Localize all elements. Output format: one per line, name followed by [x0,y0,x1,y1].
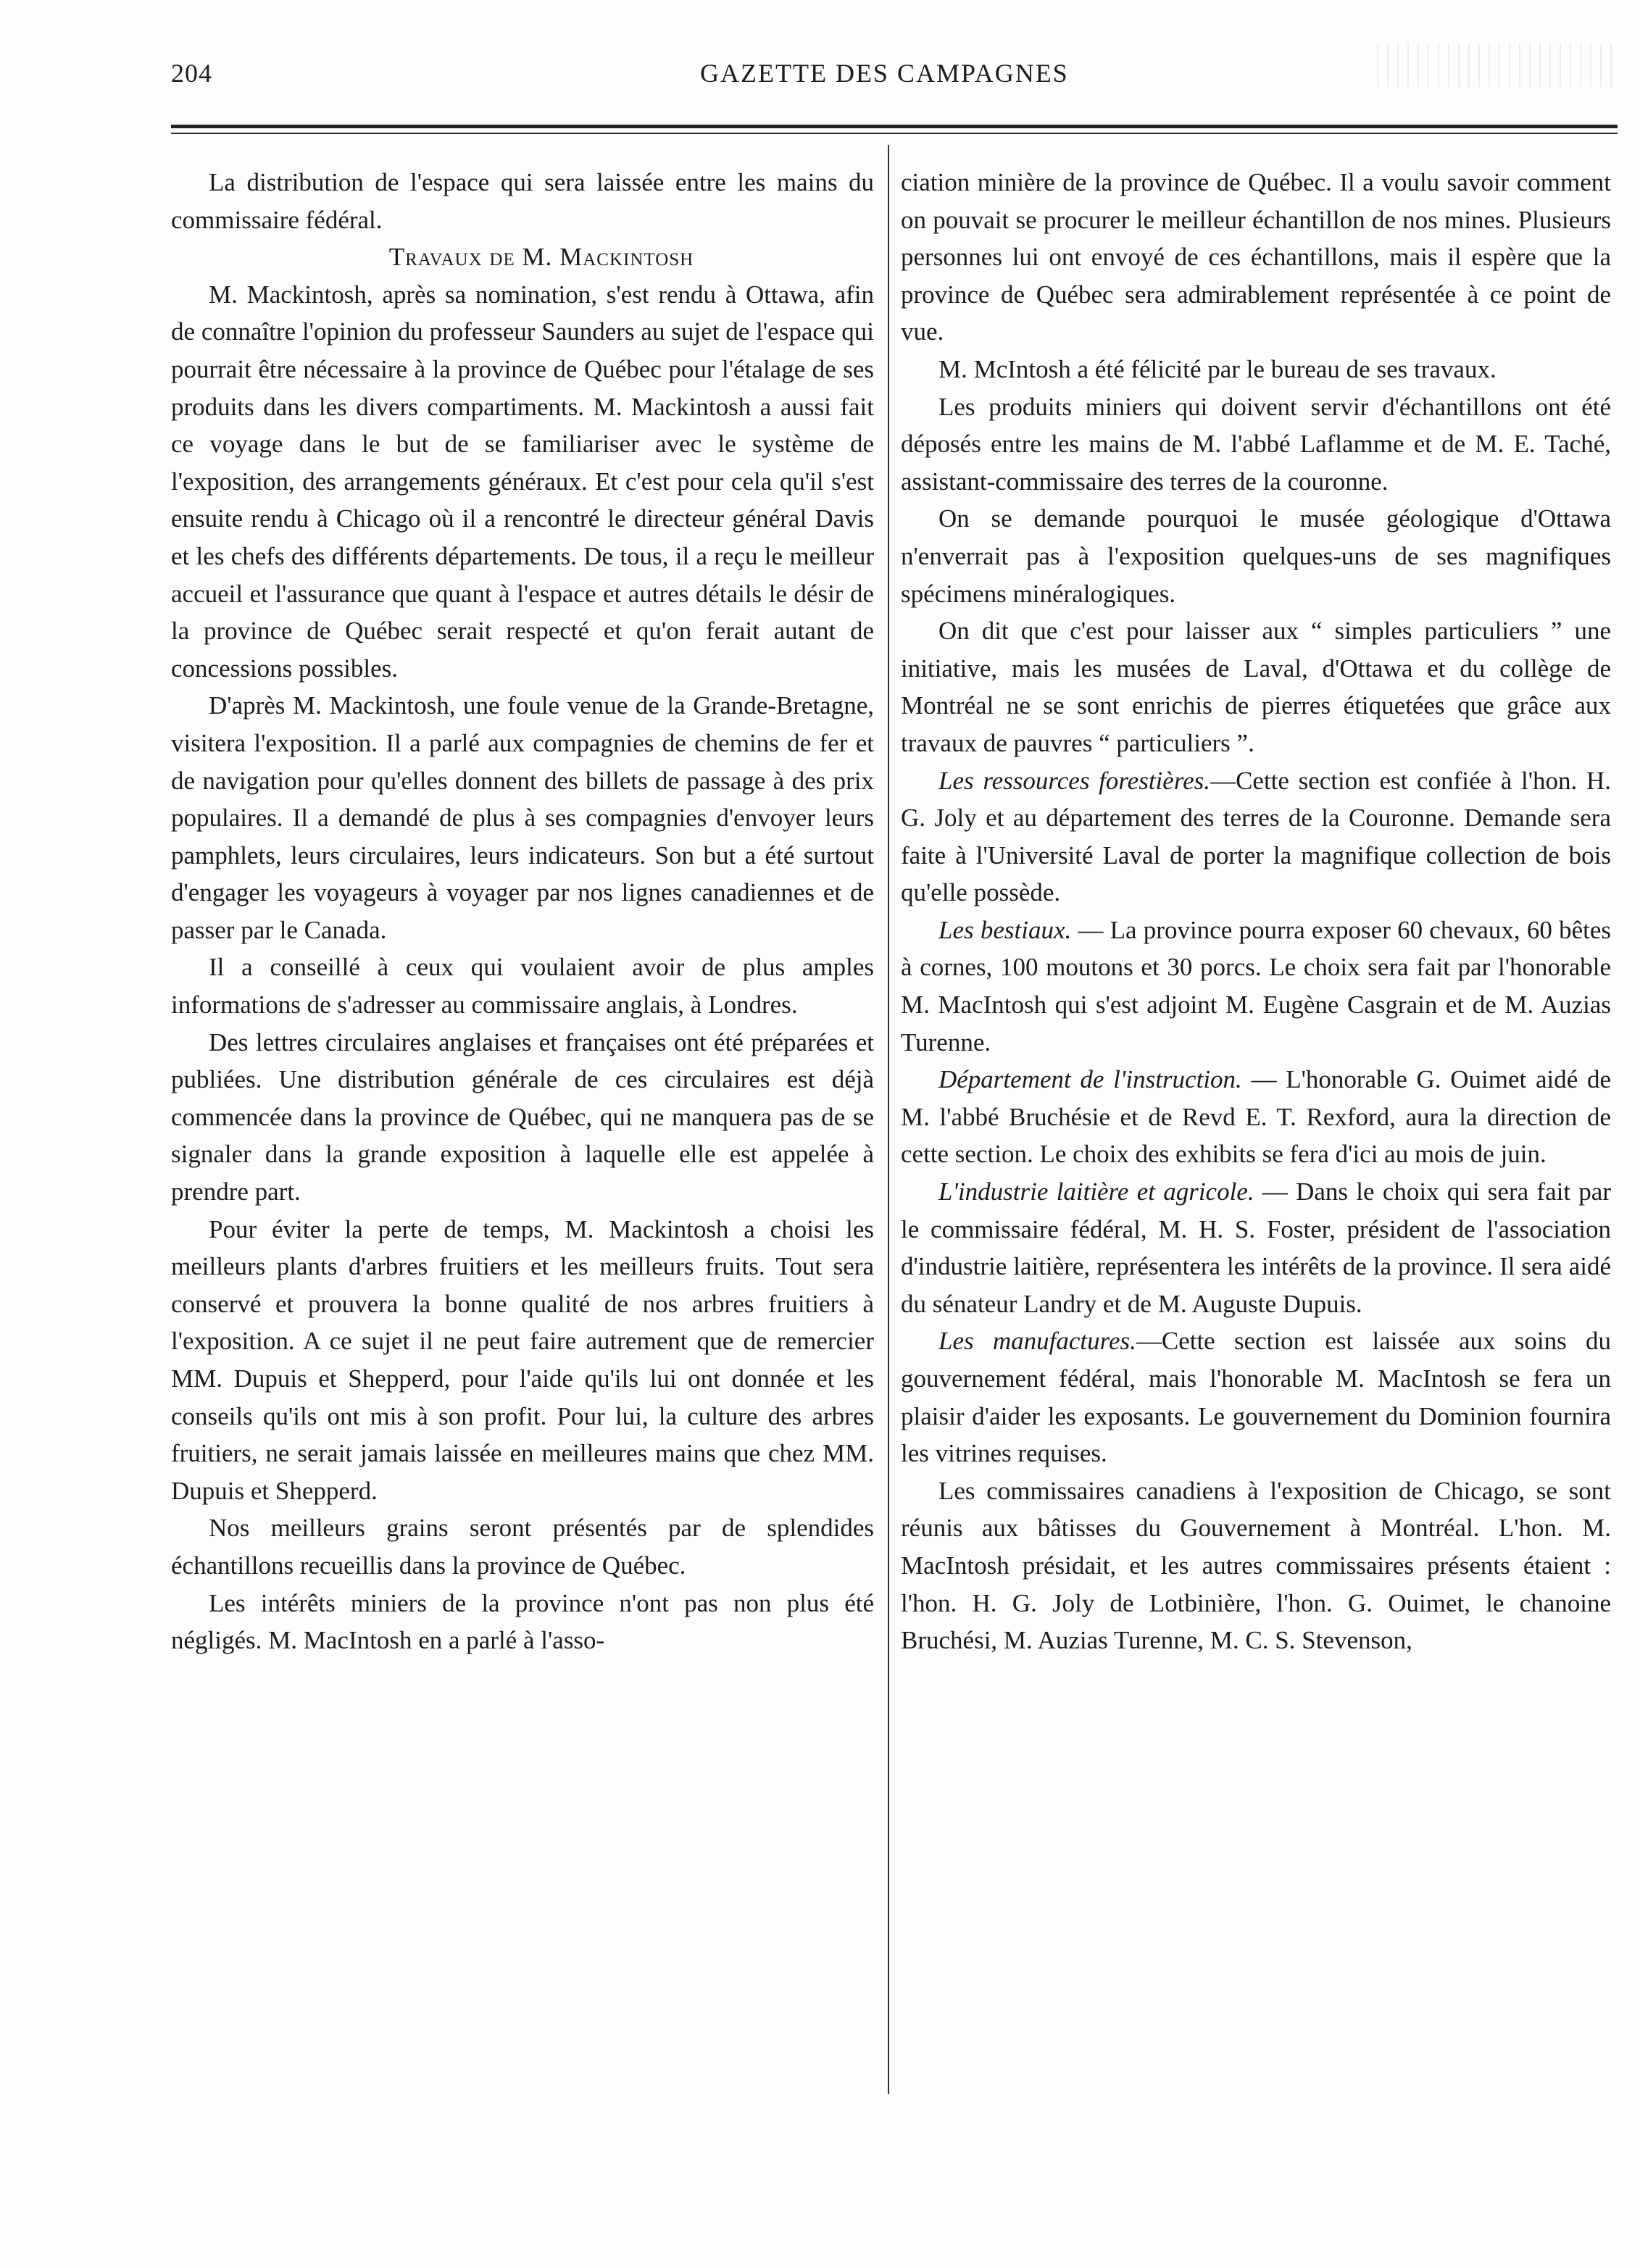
paragraph-text: — L'honorable G. Ouimet aidé de M. l'abbé Bruchésie et de Revd E. T. Rexford, aura la direction de cette section. Le choix des exhibits se fera d'ici au mois de juin. [901,1065,1611,1169]
paragraph: Les produits miniers qui doivent servir d'échantillons ont été déposés entre les mains de M. l'abbé Laflamme et de M. E. Taché, assistant-commissaire des terres de la couronne. [901,392,1611,496]
paragraph: Il a conseillé à ceux qui voulaient avoir de plus amples informations de s'adresser au commissaire anglais, à Londres. [171,953,874,1020]
paragraph-text: — La province pourra exposer 60 chevaux, 60 bêtes à cornes, 100 moutons et 30 porcs. Le choix sera fait par l'honorable M. MacIntosh qui s'est adjoint M. Eugène Casgrain et de M. Auzias Turenne. [901,915,1611,1056]
paragraph [901,762,1611,912]
header-rule-thick [171,125,1618,128]
subsection-label: Les bestiaux. [938,915,1072,944]
subsection-label: Les manufactures. [938,1327,1136,1356]
header-rule-thin [171,133,1618,134]
paragraph: ciation minière de la province de Québec. Il a voulu savoir comment on pouvait se procurer le meilleur échantillon de nos mines. Plusieurs personnes lui ont envoyé de ces échantillons, mais il espère que la province de Québec sera admirablement représentée à ce point de vue. [901,168,1611,346]
paragraph: Pour éviter la perte de temps, M. Mackintosh a choisi les meilleurs plants d'arbres fruitiers et les meilleurs fruits. Tout sera conservé et prouvera la bonne qualité de nos arbres fruitiers à l'exposition. A ce sujet il ne peut faire autrement que de remercier MM. Dupuis et Shepperd, pour l'aide qu'ils lui ont donnée et les conseils qu'ils ont mis à son profit. Pour lui, la culture des arbres fruitiers, ne serait jamais laissée en meilleures mains que chez MM. Dupuis et Shepperd. [171,1214,874,1505]
paragraph [901,1173,1611,1322]
paragraph-text: —Cette section est confiée à l'hon. H. G. Joly et au département des terres de la Couronne. Demande sera faite à l'Université Laval de porter la magnifique collection de bois qu'elle possède. [901,766,1611,907]
left-column [171,164,874,1659]
running-title: GAZETTE DES CAMPAGNES [700,59,1069,88]
paragraph-text: — Dans le choix qui sera fait par le commissaire fédéral, M. H. S. Foster, président de l'association d'industrie laitière, représentera les intérêts de la province. Il sera aidé du sénateur Landry et de M. Auguste Dupuis. [901,1177,1611,1318]
paragraph: Des lettres circulaires anglaises et françaises ont été préparées et publiées. Une distribution générale de ces circulaires est déjà commencée dans la province de Québec, qui ne manquera pas de se signaler dans la grande exposition à laquelle elle est appelée à prendre part. [171,1027,874,1206]
paragraph [901,1061,1611,1173]
paragraph: La distribution de l'espace qui sera laissée entre les mains du commissaire fédéral. [171,168,874,234]
section-title: Travaux de M. Mackintosh [388,243,694,272]
right-column [901,164,1611,1659]
paragraph: M. McIntosh a été félicité par le bureau de ses travaux. [938,354,1497,383]
page-header [171,58,1620,101]
page-number: 204 [171,59,212,88]
paragraph: On se demande pourquoi le musée géologique d'Ottawa n'enverrait pas à l'exposition quelques-uns de ses magnifiques spécimens minéralogiques. [901,504,1611,608]
paragraph [901,1322,1611,1472]
subsection-label: Les ressources forestières. [938,766,1211,795]
paragraph: Les intérêts miniers de la province n'ont pas non plus été négligés. M. MacIntosh en a parlé à l'asso- [171,1588,874,1655]
subsection-label: L'industrie laitière et agricole. [938,1177,1254,1206]
paragraph-text: —Cette section est laissée aux soins du gouvernement fédéral, mais l'honorable M. MacIntosh se fera un plaisir d'aider les exposants. Le gouvernement du Dominion fournira les vitrines requises. [901,1327,1611,1468]
paragraph: D'après M. Mackintosh, une foule venue de la Grande-Bretagne, visitera l'exposition. Il a parlé aux compagnies de chemins de fer et de navigation pour qu'elles donnent des billets de passage à des prix populaires. Il a demandé de plus à ses compagnies d'envoyer leurs pamphlets, leurs circulaires, leurs indicateurs. Son but a été surtout d'engager les voyageurs à voyager par nos lignes canadiennes et de passer par le Canada. [171,691,874,944]
column-divider [888,145,889,2094]
paragraph: M. Mackintosh, après sa nomination, s'est rendu à Ottawa, afin de connaître l'opinion du professeur Saunders au sujet de l'espace qui pourrait être nécessaire à la province de Québec pour l'étalage de ses produits dans les divers compartiments. M. Mackintosh a aussi fait ce voyage dans le but de se familiariser avec le système de l'exposition, des arrangements généraux. Et c'est pour cela qu'il s'est ensuite rendu à Chicago où il a rencontré le directeur général Davis et les chefs des différents départements. De tous, il a reçu le meilleur accueil et l'assurance que quant à l'espace et autres détails le désir de la province de Québec serait respecté et qu'on ferait autant de concessions possibles. [171,280,874,683]
paragraph: Les commissaires canadiens à l'exposition de Chicago, se sont réunis aux bâtisses du Gouvernement à Montréal. L'hon. M. MacIntosh présidait, et les autres commissaires présents étaient : l'hon. H. G. Joly de Lotbinière, l'hon. G. Ouimet, le chanoine Bruchési, M. Auzias Turenne, M. C. S. Stevenson, [901,1476,1611,1655]
subsection-label: Département de l'instruction. [938,1065,1242,1094]
paragraph [901,912,1611,1061]
paragraph: On dit que c'est pour laisser aux “ simples particuliers ” une initiative, mais les musées de Laval, d'Ottawa et du collège de Montréal ne se sont enrichis de pierres étiquetées que grâce aux travaux de pauvres “ particuliers ”. [901,617,1611,757]
paragraph: Nos meilleurs grains seront présentés par de splendides échantillons recueillis dans la province de Québec. [171,1514,874,1580]
